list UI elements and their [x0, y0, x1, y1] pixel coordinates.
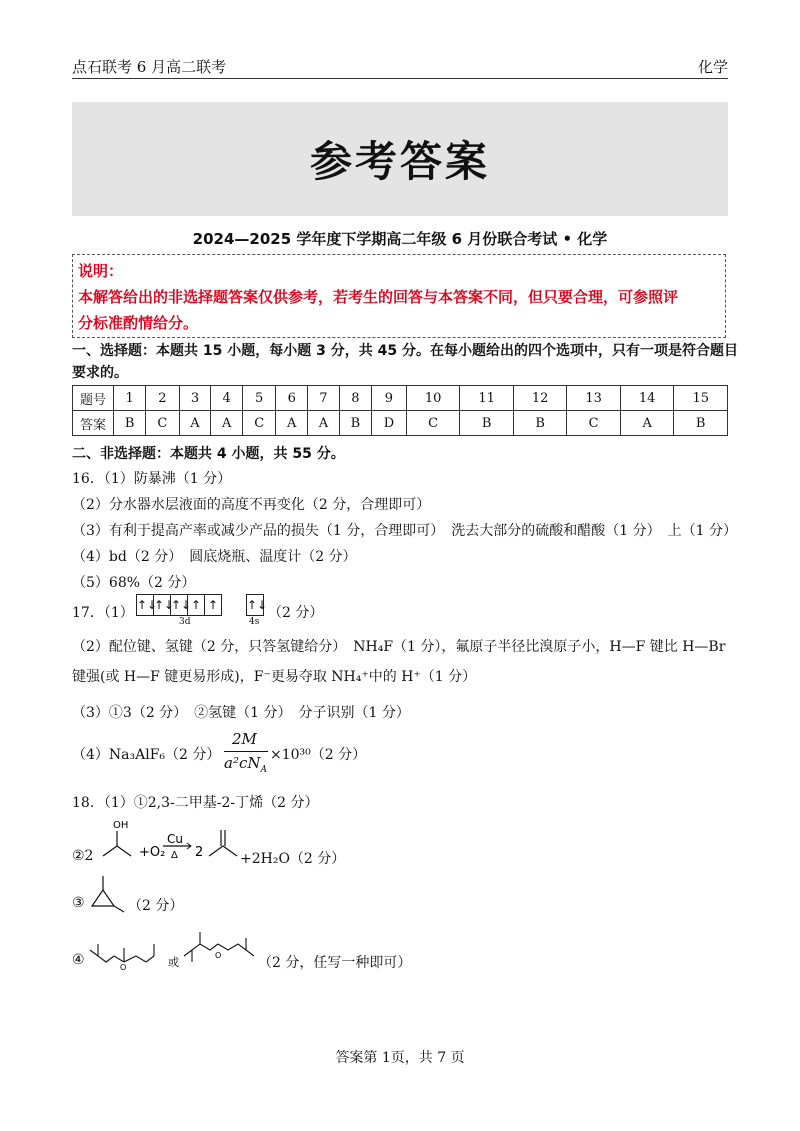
ester-skeleton-2: [184, 944, 218, 962]
coefficient-2: 2: [195, 845, 204, 860]
table-cell: 15: [674, 386, 728, 411]
header-divider: [72, 78, 728, 79]
ester-chain-2: [218, 938, 254, 956]
page-title: 参考答案: [309, 137, 490, 186]
ester-chain-1: [124, 956, 154, 962]
cyclopropane-ring: [92, 890, 114, 906]
table-cell: A: [179, 411, 211, 436]
orbital-3d-label: 3d: [179, 617, 191, 627]
table-cell: C: [567, 411, 621, 436]
answer-table: [72, 385, 728, 436]
orbital-box: ↑↓: [170, 594, 188, 616]
q17-score-1: （2 分）: [268, 605, 324, 621]
table-cell: A: [620, 411, 674, 436]
table-cell: C: [406, 411, 460, 436]
acetone-skeleton: [209, 846, 237, 856]
table-cell: 6: [276, 386, 308, 411]
orbital-box: ↑: [204, 594, 222, 616]
methylcyclopropane-structure: [88, 874, 128, 914]
table-cell: 7: [308, 386, 340, 411]
table-cell: 11: [460, 386, 514, 411]
table-row-numbers: [73, 386, 728, 411]
page-footer: 答案第 1页，共 7 页: [335, 1050, 465, 1066]
q18-r2-prefix: ②2: [72, 848, 94, 864]
header-left: 点石联考 6 月高二联考: [72, 58, 227, 76]
table-cell: 8: [339, 386, 371, 411]
q16-line-1: 16．（1）防暴沸（1 分）: [72, 471, 232, 487]
table-cell: 14: [620, 386, 674, 411]
fraction-bar: [224, 751, 268, 752]
notice-line-1: 本解答给出的非选择题答案仅供参考，若考生的回答与本答案不同，但只要合理，可参照评: [78, 288, 679, 306]
fraction-subscript: A: [260, 765, 267, 775]
fraction-denominator: a²cN: [224, 754, 261, 772]
q16-line-5: （5）68%（2 分）: [72, 575, 196, 591]
table-cell: B: [339, 411, 371, 436]
table-cell: B: [114, 411, 146, 436]
q18-r3-prefix: ③: [72, 895, 85, 911]
table-cell: B: [674, 411, 728, 436]
q17-line-4: （3）①3（2 分） ②氢键（1 分） 分子识别（1 分）: [72, 705, 410, 721]
orbital-box: ↑↓: [153, 594, 171, 616]
table-cell: B: [513, 411, 567, 436]
table-cell: C: [242, 411, 275, 436]
or-text: 或: [168, 956, 179, 969]
table-row-answers: [73, 411, 728, 436]
q18-r3-score: （2 分）: [128, 898, 184, 914]
notice-line-2: 分标准酌情给分。: [78, 314, 199, 332]
q17-line-5-prefix: （4）Na₃AlF₆（2 分）: [72, 747, 221, 763]
hydroxyl-label: OH: [113, 820, 129, 831]
heat-symbol: Δ: [171, 850, 178, 861]
section1-line-2: 要求的。: [72, 365, 128, 381]
table-cell: 13: [567, 386, 621, 411]
table-cell: 9: [371, 386, 406, 411]
table-header-answer: 答案: [73, 411, 114, 436]
exam-subtitle: 2024—2025 学年度下学期高二年级 6 月份联合考试 • 化学: [192, 230, 608, 248]
table-cell: A: [276, 411, 308, 436]
section2-title: 二、非选择题：本题共 4 小题，共 55 分。: [72, 446, 345, 462]
ester-skeleton-1: [90, 944, 124, 962]
table-cell: A: [211, 411, 243, 436]
header-right: 化学: [697, 58, 728, 76]
table-cell: 12: [513, 386, 567, 411]
orbital-box: ↑↓: [136, 594, 154, 616]
ester-oxygen-2: O: [215, 951, 222, 960]
notice-title: 说明：: [78, 262, 124, 280]
plus-o2: +O₂: [139, 845, 166, 860]
orbital-4s: [246, 594, 268, 616]
catalyst-cu: Cu: [167, 832, 183, 846]
q18-r4-score: （2 分，任写一种即可）: [258, 955, 412, 971]
orbital-3d: [136, 594, 221, 616]
fraction-numerator: 2M: [232, 730, 257, 748]
q16-line-2: （2）分水器水层液面的高度不再变化（2 分，合理即可）: [72, 497, 431, 513]
q17-line-3: 键强(或 H—F 键更易形成)，F⁻更易夺取 NH₄⁺中的 H⁺（1 分）: [72, 669, 477, 685]
orbital-box: ↑: [187, 594, 205, 616]
q17-prefix: 17．（1）: [72, 605, 134, 621]
q18-r2-tail: +2H₂O（2 分）: [240, 851, 346, 867]
q16-line-4: （4）bd（2 分） 圆底烧瓶、温度计（2 分）: [72, 549, 357, 565]
table-cell: 3: [179, 386, 211, 411]
table-cell: 10: [406, 386, 460, 411]
isopropanol-skeleton: [103, 846, 131, 856]
methyl-bond: [114, 906, 124, 912]
table-cell: 2: [146, 386, 179, 411]
q16-line-3: （3）有利于提高产率或减少产品的损失（1 分，合理即可） 洗去大部分的硫酸和醋酸（1 分） 上（1 分）: [72, 523, 737, 539]
q17-line-2: （2）配位键、氢键（2 分，只答氢键给分） NH₄F（1 分），氟原子半径比溴原子小，H—F 键比 H—Br: [72, 639, 726, 655]
table-cell: A: [308, 411, 340, 436]
q18-r4-prefix: ④: [72, 952, 85, 968]
table-cell: B: [460, 411, 514, 436]
section1-line-1: 一、选择题：本题共 15 小题，每小题 3 分，共 45 分。在每小题给出的四个选项中，只有一项是符合题目: [72, 343, 738, 359]
table-cell: D: [371, 411, 406, 436]
title-banner: [72, 102, 728, 216]
table-cell: 1: [114, 386, 146, 411]
q17-multiplier: ×10³⁰（2 分）: [270, 747, 367, 763]
q18-line-1: 18．（1）①2,3-二甲基-2-丁烯（2 分）: [72, 795, 319, 811]
ester-structures: [88, 926, 258, 974]
ester-oxygen-1: O: [120, 963, 127, 972]
orbital-4s-label: 4s: [249, 617, 260, 627]
table-header-number: 题号: [73, 386, 114, 411]
table-cell: C: [146, 411, 179, 436]
orbital-box: ↑↓: [246, 594, 264, 616]
table-cell: 5: [242, 386, 275, 411]
table-cell: 4: [211, 386, 243, 411]
